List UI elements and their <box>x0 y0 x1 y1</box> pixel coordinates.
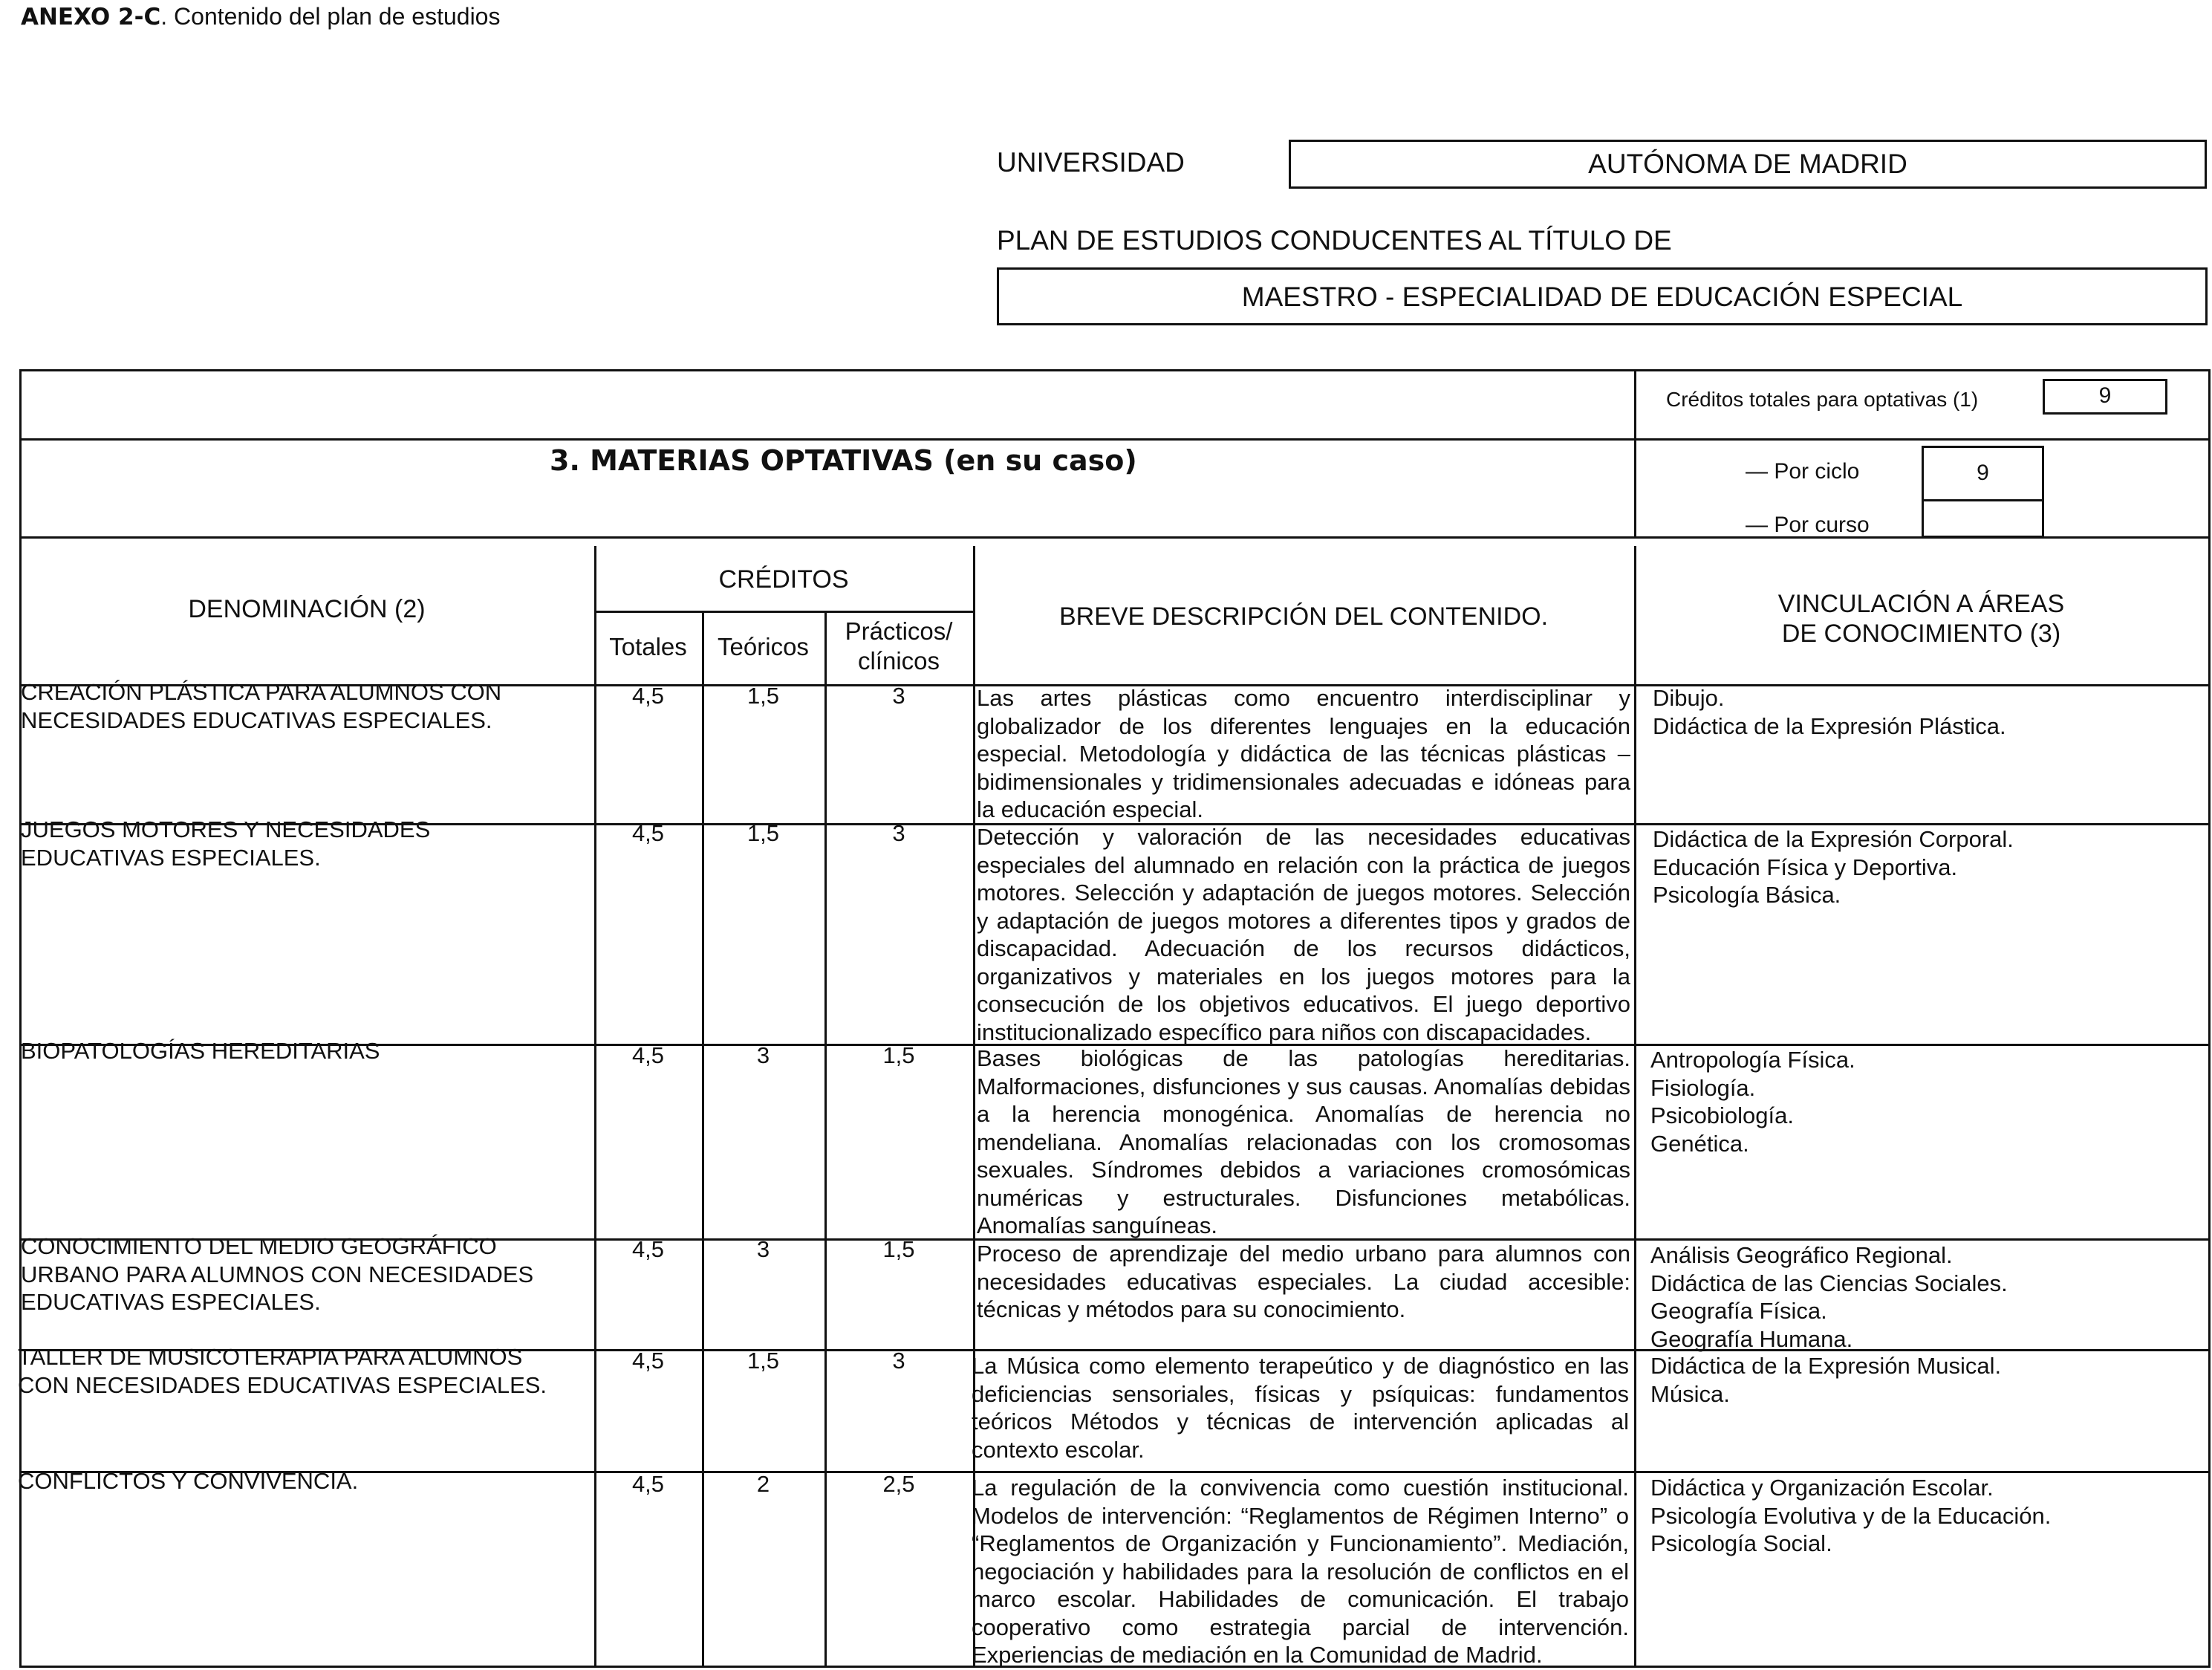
plan-label: PLAN DE ESTUDIOS CONDUCENTES AL TÍTULO DE <box>997 225 1672 256</box>
row-2-name-line-1: JUEGOS MOTORES Y NECESIDADES <box>21 816 431 842</box>
row-3-teoricos: 3 <box>756 1042 770 1068</box>
header-practicos <box>824 617 973 676</box>
row-1-teoricos: 1,5 <box>746 683 780 709</box>
section-title: 3. MATERIAS OPTATIVAS (en su caso) <box>550 444 1137 477</box>
row-3-practicos: 1,5 <box>882 1042 915 1068</box>
total-credits-label: Créditos totales para optativas (1) <box>1666 388 1979 411</box>
row-6-practicos: 2,5 <box>882 1471 915 1497</box>
row-2-area-1: Didáctica de la Expresión Corporal. <box>1653 826 2014 852</box>
row-1-description: Las artes plásticas como encuentro interdisciplinar y globalizador de los diferentes lenguajes en la educación especial. Metodología y didáctica de las técnicas plásticas – bidimensionales y tridimensionales adecuadas e idóneas para la educación especial. <box>977 685 1630 822</box>
row-4-name-line-3: EDUCATIVAS ESPECIALES. <box>21 1289 321 1315</box>
row-2-description: Detección y valoración de las necesidades educativas especiales del alumnado en relación con la práctica de juegos motores. Selección y adaptación de juegos motores. Selección y adaptación de juegos motores a diferentes tipos y grados de discapacidad. Adecuación de los recursos didácticos, organizativos y materiales en los juegos motores para la consecución de los objetivos educativos. El juego deportivo institucionalizado específico para niños con discapacidades. <box>977 824 1630 1045</box>
row-4-totales: 4,5 <box>631 1236 665 1262</box>
row-3-name <box>21 1037 593 1065</box>
header-vinculacion <box>1634 589 2208 649</box>
header-totales: Totales <box>609 633 687 660</box>
row-3-area-3: Psicobiología. <box>1650 1102 1795 1128</box>
row-6-area-3: Psicología Social. <box>1650 1530 1832 1556</box>
summary-row-divider <box>19 438 2211 441</box>
row-3-area-2: Fisiología. <box>1650 1074 1756 1101</box>
row-1-name-line-1: CREACIÓN PLÁSTICA PARA ALUMNOS CON <box>21 679 502 705</box>
row-5-practicos: 3 <box>892 1348 905 1374</box>
row-2-area-2: Educación Física y Deportiva. <box>1653 854 1958 880</box>
row-4-name-line-2: URBANO PARA ALUMNOS CON NECESIDADES <box>21 1261 534 1287</box>
row-6-teoricos: 2 <box>756 1471 770 1497</box>
row-2-teoricos: 1,5 <box>746 820 780 846</box>
row-5-name <box>18 1343 590 1399</box>
row-6-name-line-1: CONFLICTOS Y CONVIVENCIA. <box>18 1468 359 1494</box>
creditos-subheader-line <box>594 611 975 613</box>
row-6-totales: 4,5 <box>631 1471 665 1497</box>
row-3-areas <box>1650 1046 2200 1157</box>
row-4-areas <box>1650 1241 2200 1353</box>
header-vinculacion-line-1: VINCULACIÓN A ÁREAS <box>1777 590 2065 618</box>
row-2-name <box>21 816 593 871</box>
header-row-top <box>19 536 2211 539</box>
header-creditos: CRÉDITOS <box>718 565 849 594</box>
header-teoricos: Teóricos <box>718 633 809 660</box>
row-4-area-3: Geografía Física. <box>1650 1298 1827 1324</box>
row-2-practicos: 3 <box>892 820 905 846</box>
row-4-description: Proceso de aprendizaje del medio urbano para alumnos con necesidades educativas especiales. La ciudad accesible: técnicas y métodos para su conocimiento. <box>977 1241 1630 1322</box>
row-3-name-line-1: BIOPATOLOGÍAS HEREDITARIAS <box>21 1038 380 1064</box>
col-line-2 <box>702 611 704 1666</box>
row-2-name-line-2: EDUCATIVAS ESPECIALES. <box>21 844 321 871</box>
row-5-totales: 4,5 <box>631 1348 665 1374</box>
row-5-area-2: Música. <box>1650 1380 1730 1407</box>
summary-divider <box>1634 369 1636 539</box>
per-cycle-value: 9 <box>1922 446 2044 501</box>
per-course-label: — Por curso <box>1746 513 1870 537</box>
row-4-area-4: Geografía Humana. <box>1650 1325 1853 1352</box>
row-3-area-1: Antropología Física. <box>1650 1047 1855 1073</box>
row-4-name <box>21 1232 593 1316</box>
row-5-name-line-1: TALLER DE MUSICOTERAPIA PARA ALUMNOS <box>18 1344 523 1370</box>
col-line-5 <box>1634 546 1636 1666</box>
row-4-practicos: 1,5 <box>882 1236 915 1262</box>
row-6-areas <box>1650 1474 2200 1558</box>
row-5-description: La Música como elemento terapeútico y de diagnóstico en las deficiencias sensoriales, físicas y psíquicas: fundamentos teóricos Métodos y técnicas de intervención aplicadas al contexto escolar. <box>972 1353 1629 1463</box>
row-1-totales: 4,5 <box>631 683 665 709</box>
row-5-areas <box>1650 1352 2200 1408</box>
row-5-name-line-2: CON NECESIDADES EDUCATIVAS ESPECIALES. <box>18 1371 547 1398</box>
row-6-description: La regulación de la convivencia como cuestión institucional. Modelos de intervención: “Reglamentos de Régimen Interno” o “Reglamentos de Organización y Funcionamiento”. Mediación, negociación y habilidades para la resolución de conflictos en el marco escolar. Habilidades de comunicación. El trabajo cooperativo como estrategia parcial de intervención. Experiencias de mediación en la Comunidad de Madrid. <box>972 1475 1629 1668</box>
row-2-area-3: Psicología Básica. <box>1653 882 1841 908</box>
header-practicos-line-1: Prácticos/ <box>845 617 953 645</box>
per-cycle-label: — Por ciclo <box>1746 459 1860 484</box>
row-1-name-line-2: NECESIDADES EDUCATIVAS ESPECIALES. <box>21 706 492 733</box>
university-label: UNIVERSIDAD <box>997 147 1185 178</box>
row-6-name <box>18 1467 590 1495</box>
header-descripcion: BREVE DESCRIPCIÓN DEL CONTENIDO. <box>1058 602 1549 631</box>
row-4-name-line-1: CONOCIMIENTO DEL MEDIO GEOGRÁFICO <box>21 1233 497 1259</box>
row-4-area-2: Didáctica de las Ciencias Sociales. <box>1650 1270 2008 1296</box>
row-3-description: Bases biológicas de las patologías hereditarias. Malformaciones, disfunciones y sus causas. Anomalías debidas a la herencia monogénica. Anomalías de herencia no mendeliana. Anomalías relacionadas con los cromosomas sexuales. Síndromes debidos a variaciones cromosómicas numéricas y estructurales. Disfunciones metabólicas. Anomalías sanguíneas. <box>977 1045 1630 1238</box>
annex-title: . Contenido del plan de estudios <box>160 3 501 30</box>
header-vinculacion-line-2: DE CONOCIMIENTO (3) <box>1781 620 2061 648</box>
university-name-box: AUTÓNOMA DE MADRID <box>1289 140 2207 189</box>
header-practicos-line-2: clínicos <box>857 647 940 675</box>
row-1-area-2: Didáctica de la Expresión Plástica. <box>1653 712 2006 739</box>
row-1-area-1: Dibujo. <box>1653 685 1725 711</box>
col-line-3 <box>824 611 827 1666</box>
header-denominacion: DENOMINACIÓN (2) <box>188 595 426 623</box>
annex-code: ANEXO 2-C <box>21 4 161 30</box>
row-5-teoricos: 1,5 <box>746 1348 780 1374</box>
row-1-areas <box>1653 684 2202 740</box>
row-1-practicos: 3 <box>892 683 905 709</box>
row-3-totales: 4,5 <box>631 1042 665 1068</box>
row-2-areas <box>1653 825 2202 909</box>
row-2-totales: 4,5 <box>631 820 665 846</box>
row-6-area-2: Psicología Evolutiva y de la Educación. <box>1650 1502 2052 1529</box>
row-6-area-1: Didáctica y Organización Escolar. <box>1650 1475 1994 1501</box>
row-4-teoricos: 3 <box>756 1236 770 1262</box>
row-5-area-1: Didáctica de la Expresión Musical. <box>1650 1353 2002 1379</box>
row-1-name <box>21 678 593 734</box>
annex-heading <box>21 3 500 30</box>
per-course-value <box>1922 499 2044 538</box>
row-3-area-4: Genética. <box>1650 1130 1749 1157</box>
total-credits-value: 9 <box>2043 379 2167 415</box>
row-4-area-1: Análisis Geográfico Regional. <box>1650 1242 1953 1268</box>
table-top-border <box>19 369 2211 371</box>
degree-title-box: MAESTRO - ESPECIALIDAD DE EDUCACIÓN ESPECIAL <box>997 267 2208 325</box>
